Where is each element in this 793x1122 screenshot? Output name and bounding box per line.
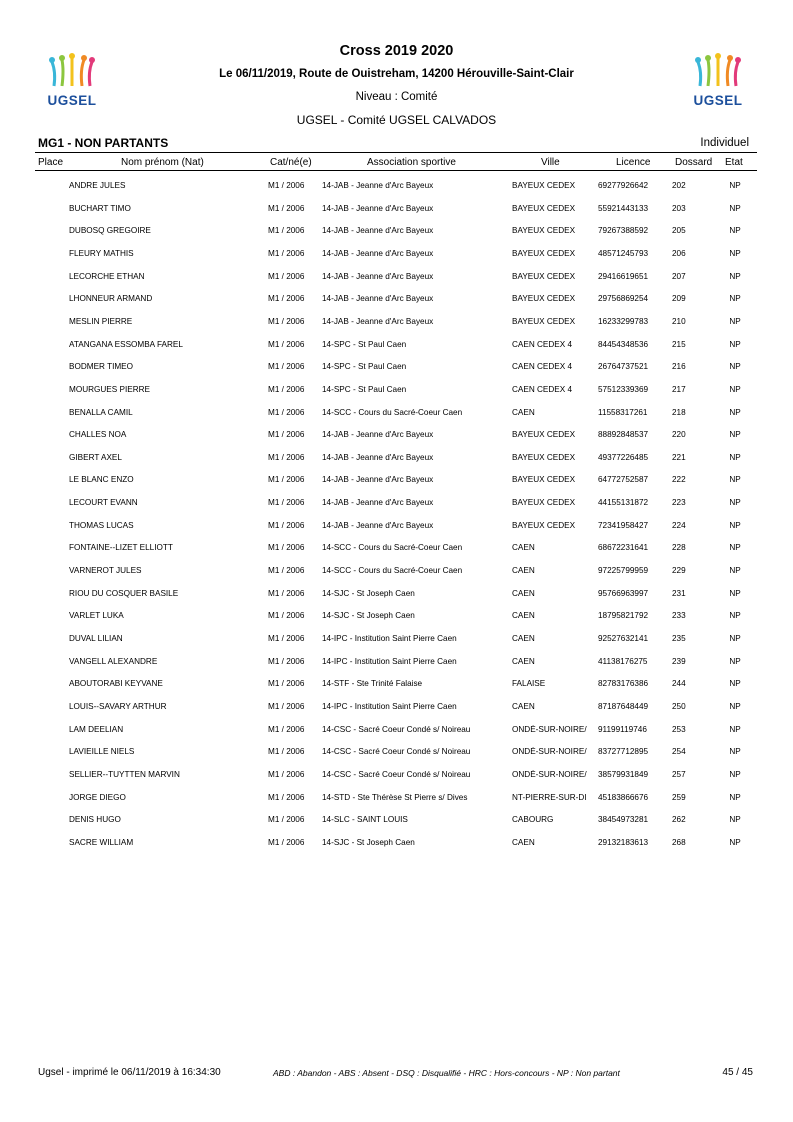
cell-player-name: LECOURT EVANN (69, 498, 138, 508)
table-row (0, 679, 793, 693)
column-header-association: Association sportive (367, 157, 456, 168)
cell-licence: 68672231641 (598, 543, 649, 553)
cell-bib-number: 217 (672, 384, 686, 394)
cell-city: BAYEUX CEDEX (512, 452, 576, 462)
cell-licence: 84454348536 (598, 339, 649, 349)
table-row (0, 181, 793, 195)
cell-city: ONDÉ-SUR-NOIRE/ (512, 724, 587, 734)
table-row (0, 702, 793, 716)
cell-licence: 91199119746 (598, 724, 647, 734)
cell-association: 14-STF - Ste Trinité Falaise (322, 679, 423, 689)
cell-status: NP (729, 362, 741, 372)
cell-status: NP (729, 384, 741, 394)
cell-player-name: DUBOSQ GREGOIRE (69, 226, 151, 236)
cell-player-name: ATANGANA ESSOMBA FAREL (69, 339, 183, 349)
cell-association: 14-IPC - Institution Saint Pierre Caen (322, 634, 457, 643)
cell-player-name: DENIS HUGO (69, 815, 121, 825)
cell-city: CAEN (512, 837, 535, 847)
cell-player-name: VANGELL ALEXANDRE (69, 656, 158, 666)
cell-city: CAEN (512, 543, 535, 553)
cell-category: M1 / 2006 (268, 747, 305, 757)
column-header-dossard: Dossard (675, 157, 713, 168)
cell-status: NP (729, 226, 741, 236)
table-row (0, 725, 793, 739)
table-row (0, 498, 793, 512)
cell-city: BAYEUX CEDEX (512, 181, 576, 190)
cell-association: 14-JAB - Jeanne d'Arc Bayeux (322, 520, 434, 530)
cell-bib-number: 250 (672, 701, 686, 711)
cell-category: M1 / 2006 (268, 566, 305, 575)
cell-licence: 16233299783 (598, 316, 649, 326)
cell-category: M1 / 2006 (268, 498, 305, 508)
cell-category: M1 / 2006 (268, 475, 305, 485)
column-header-name: Nom prénom (Nat) (121, 157, 204, 168)
cell-player-name: LHONNEUR ARMAND (69, 294, 153, 304)
cell-licence: 57512339369 (598, 384, 649, 394)
cell-status: NP (729, 588, 741, 598)
cell-status: NP (729, 498, 741, 508)
cell-category: M1 / 2006 (268, 792, 305, 802)
cell-bib-number: 229 (672, 566, 686, 575)
cell-player-name: FLEURY MATHIS (69, 248, 134, 258)
cell-bib-number: 233 (672, 611, 686, 621)
cell-player-name: FONTAINE--LIZET ELLIOTT (69, 543, 173, 553)
cell-bib-number: 259 (672, 792, 686, 802)
cell-city: ONDÉ-SUR-NOIRE/ (512, 769, 587, 779)
cell-bib-number: 205 (672, 226, 686, 236)
table-row (0, 408, 793, 422)
cell-bib-number: 220 (672, 430, 686, 440)
cell-association: 14-JAB - Jeanne d'Arc Bayeux (322, 430, 434, 440)
cell-association: 14-SCC - Cours du Sacré-Coeur Caen (322, 407, 463, 417)
cell-city: CAEN (512, 588, 535, 598)
cell-player-name: LOUIS--SAVARY ARTHUR (69, 701, 167, 711)
column-header-place: Place (38, 157, 64, 168)
cell-status: NP (729, 611, 741, 621)
cell-category: M1 / 2006 (268, 837, 305, 847)
table-row (0, 294, 793, 308)
cell-player-name: BODMER TIMEO (69, 362, 133, 372)
cell-bib-number: 224 (672, 520, 686, 530)
cell-bib-number: 228 (672, 543, 686, 553)
cell-association: 14-SCC - Cours du Sacré-Coeur Caen (322, 566, 463, 575)
cell-bib-number: 223 (672, 498, 686, 508)
cell-status: NP (729, 248, 741, 258)
cell-bib-number: 231 (672, 588, 686, 598)
cell-licence: 48571245793 (598, 248, 649, 258)
cell-city: CABOURG (512, 815, 554, 825)
cell-association: 14-SJC - St Joseph Caen (322, 588, 415, 598)
cell-city: BAYEUX CEDEX (512, 520, 576, 530)
cell-city: CAEN CEDEX 4 (512, 384, 573, 394)
cell-association: 14-JAB - Jeanne d'Arc Bayeux (322, 294, 434, 304)
table-row (0, 340, 793, 354)
cell-licence: 69277926642 (598, 181, 649, 190)
cell-city: BAYEUX CEDEX (512, 271, 576, 281)
cell-association: 14-CSC - Sacré Coeur Condé s/ Noireau (322, 769, 471, 779)
cell-licence: 97225799959 (598, 566, 649, 575)
cell-city: BAYEUX CEDEX (512, 430, 576, 440)
cell-city: BAYEUX CEDEX (512, 475, 576, 485)
cell-status: NP (729, 339, 741, 349)
cell-city: CAEN CEDEX 4 (512, 339, 573, 349)
cell-city: BAYEUX CEDEX (512, 294, 576, 304)
cell-category: M1 / 2006 (268, 679, 305, 689)
table-row (0, 634, 793, 648)
cell-category: M1 / 2006 (268, 271, 305, 281)
cell-city: BAYEUX CEDEX (512, 203, 576, 213)
cell-status: NP (729, 407, 741, 417)
page-title: Cross 2019 2020 (339, 43, 454, 59)
cell-association: 14-JAB - Jeanne d'Arc Bayeux (322, 316, 434, 326)
cell-association: 14-SJC - St Joseph Caen (322, 837, 415, 847)
cell-status: NP (729, 747, 741, 757)
cell-bib-number: 207 (672, 271, 686, 281)
cell-category: M1 / 2006 (268, 724, 305, 734)
cell-association: 14-SPC - St Paul Caen (322, 339, 407, 349)
table-row (0, 204, 793, 218)
cell-player-name: BUCHART TIMO (69, 203, 131, 213)
cell-city: CAEN (512, 634, 535, 643)
column-header-divider (35, 170, 757, 171)
cell-bib-number: 221 (672, 452, 686, 462)
cell-bib-number: 262 (672, 815, 686, 825)
cell-bib-number: 222 (672, 475, 686, 485)
cell-association: 14-CSC - Sacré Coeur Condé s/ Noireau (322, 747, 471, 757)
table-row (0, 249, 793, 263)
cell-licence: 18795821792 (598, 611, 649, 621)
cell-category: M1 / 2006 (268, 543, 305, 553)
table-row (0, 815, 793, 829)
cell-status: NP (729, 769, 741, 779)
cell-player-name: MOURGUES PIERRE (69, 384, 150, 394)
cell-status: NP (729, 566, 741, 575)
cell-licence: 82783176386 (598, 679, 649, 689)
cell-licence: 49377226485 (598, 452, 649, 462)
cell-bib-number: 203 (672, 203, 686, 213)
table-row (0, 226, 793, 240)
section-title: MG1 - NON PARTANTS (38, 136, 169, 150)
cell-player-name: VARNEROT JULES (69, 566, 142, 575)
logo-text: UGSEL (47, 93, 97, 108)
cell-association: 14-SJC - St Joseph Caen (322, 611, 415, 621)
cell-city: BAYEUX CEDEX (512, 248, 576, 258)
cell-city: FALAISE (512, 679, 546, 689)
cell-association: 14-JAB - Jeanne d'Arc Bayeux (322, 226, 434, 236)
cell-status: NP (729, 837, 741, 847)
cell-status: NP (729, 271, 741, 281)
cell-association: 14-STD - Ste Thérèse St Pierre s/ Dives (322, 792, 468, 802)
cell-bib-number: 239 (672, 656, 686, 666)
cell-bib-number: 216 (672, 362, 686, 372)
cell-bib-number: 268 (672, 837, 686, 847)
cell-association: 14-SLC - SAINT LOUIS (322, 815, 408, 825)
table-row (0, 453, 793, 467)
cell-association: 14-JAB - Jeanne d'Arc Bayeux (322, 271, 434, 281)
cell-status: NP (729, 520, 741, 530)
cell-licence: 29756869254 (598, 294, 649, 304)
cell-status: NP (729, 475, 741, 485)
cell-player-name: GIBERT AXEL (69, 452, 122, 462)
cell-association: 14-JAB - Jeanne d'Arc Bayeux (322, 248, 434, 258)
cell-status: NP (729, 543, 741, 553)
cell-category: M1 / 2006 (268, 520, 305, 530)
table-row (0, 838, 793, 852)
cell-bib-number: 253 (672, 724, 686, 734)
table-row (0, 770, 793, 784)
cell-category: M1 / 2006 (268, 701, 305, 711)
cell-licence: 95766963997 (598, 588, 649, 598)
table-row (0, 521, 793, 535)
cell-category: M1 / 2006 (268, 362, 305, 372)
print-date: Ugsel - imprimé le 06/11/2019 à 16:34:30 (38, 1067, 221, 1078)
table-row (0, 475, 793, 489)
cell-status: NP (729, 634, 741, 643)
cell-city: BAYEUX CEDEX (512, 316, 576, 326)
cell-player-name: RIOU DU COSQUER BASILE (69, 588, 179, 598)
cell-bib-number: 244 (672, 679, 686, 689)
cell-licence: 29132183613 (598, 837, 649, 847)
cell-bib-number: 209 (672, 294, 686, 304)
cell-bib-number: 206 (672, 248, 686, 258)
cell-status: NP (729, 792, 741, 802)
cell-player-name: THOMAS LUCAS (69, 520, 134, 530)
cell-category: M1 / 2006 (268, 634, 305, 643)
cell-city: BAYEUX CEDEX (512, 226, 576, 236)
cell-licence: 88892848537 (598, 430, 649, 440)
cell-association: 14-JAB - Jeanne d'Arc Bayeux (322, 181, 434, 190)
cell-player-name: LAVIEILLE NIELS (69, 747, 135, 757)
cell-status: NP (729, 452, 741, 462)
cell-status: NP (729, 656, 741, 666)
cell-association: 14-JAB - Jeanne d'Arc Bayeux (322, 498, 434, 508)
cell-association: 14-SPC - St Paul Caen (322, 384, 407, 394)
table-row (0, 430, 793, 444)
cell-bib-number: 254 (672, 747, 686, 757)
cell-bib-number: 215 (672, 339, 686, 349)
cell-licence: 26764737521 (598, 362, 649, 372)
cell-city: BAYEUX CEDEX (512, 498, 576, 508)
cell-category: M1 / 2006 (268, 181, 305, 190)
cell-category: M1 / 2006 (268, 611, 305, 621)
cell-association: 14-JAB - Jeanne d'Arc Bayeux (322, 203, 434, 213)
header-divider (35, 152, 757, 153)
table-row (0, 272, 793, 286)
cell-category: M1 / 2006 (268, 339, 305, 349)
cell-association: 14-IPC - Institution Saint Pierre Caen (322, 701, 457, 711)
cell-category: M1 / 2006 (268, 384, 305, 394)
cell-category: M1 / 2006 (268, 407, 305, 417)
cell-category: M1 / 2006 (268, 226, 305, 236)
cell-bib-number: 202 (672, 181, 686, 190)
cell-category: M1 / 2006 (268, 294, 305, 304)
cell-bib-number: 235 (672, 634, 686, 643)
cell-licence: 55921443133 (598, 203, 649, 213)
cell-player-name: SACRE WILLIAM (69, 837, 134, 847)
column-header-cat: Cat/né(e) (270, 157, 312, 168)
cell-status: NP (729, 203, 741, 213)
cell-city: NT-PIERRE-SUR-DI (512, 792, 587, 802)
table-row (0, 543, 793, 557)
cell-category: M1 / 2006 (268, 452, 305, 462)
cell-city: CAEN (512, 656, 535, 666)
cell-licence: 38579931849 (598, 769, 649, 779)
table-row (0, 589, 793, 603)
cell-player-name: ABOUTORABI KEYVANE (69, 679, 163, 689)
cell-status: NP (729, 679, 741, 689)
cell-city: CAEN (512, 407, 535, 417)
cell-association: 14-IPC - Institution Saint Pierre Caen (322, 656, 457, 666)
cell-licence: 45183866676 (598, 792, 649, 802)
cell-status: NP (729, 724, 741, 734)
column-header-licence: Licence (616, 157, 651, 168)
table-row (0, 362, 793, 376)
cell-category: M1 / 2006 (268, 656, 305, 666)
cell-status: NP (729, 815, 741, 825)
cell-licence: 87187648449 (598, 701, 649, 711)
cell-player-name: LE BLANC ENZO (69, 475, 134, 485)
cell-licence: 92527632141 (598, 634, 649, 643)
cell-association: 14-SCC - Cours du Sacré-Coeur Caen (322, 543, 463, 553)
table-row (0, 657, 793, 671)
cell-player-name: ANDRE JULES (69, 181, 126, 190)
cell-player-name: DUVAL LILIAN (69, 634, 123, 643)
cell-player-name: MESLIN PIERRE (69, 316, 133, 326)
cell-licence: 11558317261 (598, 407, 648, 417)
cell-city: CAEN (512, 566, 535, 575)
cell-licence: 44155131872 (598, 498, 649, 508)
comite-label: UGSEL - Comité UGSEL CALVADOS (296, 113, 497, 127)
cell-association: 14-CSC - Sacré Coeur Condé s/ Noireau (322, 724, 471, 734)
page-number: 45 / 45 (722, 1067, 753, 1078)
cell-player-name: VARLET LUKA (69, 611, 124, 621)
cell-player-name: SELLIER--TUYTTEN MARVIN (69, 769, 180, 779)
cell-player-name: LAM DEELIAN (69, 724, 124, 734)
cell-status: NP (729, 181, 741, 190)
table-row (0, 793, 793, 807)
cell-category: M1 / 2006 (268, 815, 305, 825)
cell-licence: 83727712895 (598, 747, 649, 757)
section-mode: Individuel (700, 137, 749, 149)
cell-player-name: JORGE DIEGO (69, 792, 126, 802)
cell-category: M1 / 2006 (268, 203, 305, 213)
cell-association: 14-SPC - St Paul Caen (322, 362, 407, 372)
cell-association: 14-JAB - Jeanne d'Arc Bayeux (322, 475, 434, 485)
cell-city: CAEN (512, 611, 535, 621)
cell-licence: 38454973281 (598, 815, 649, 825)
cell-status: NP (729, 294, 741, 304)
cell-licence: 41138176275 (598, 656, 648, 666)
cell-city: ONDÉ-SUR-NOIRE/ (512, 747, 587, 757)
cell-category: M1 / 2006 (268, 316, 305, 326)
status-legend: ABD : Abandon - ABS : Absent - DSQ : Disqualifié - HRC : Hors-concours - NP : Non partant (273, 1068, 620, 1078)
cell-bib-number: 210 (672, 316, 686, 326)
logo-text: UGSEL (693, 93, 743, 108)
cell-city: CAEN CEDEX 4 (512, 362, 573, 372)
cell-licence: 79267388592 (598, 226, 649, 236)
cell-licence: 64772752587 (598, 475, 649, 485)
column-header-ville: Ville (541, 157, 560, 168)
cell-category: M1 / 2006 (268, 769, 305, 779)
cell-status: NP (729, 430, 741, 440)
cell-licence: 29416619651 (598, 271, 649, 281)
cell-status: NP (729, 701, 741, 711)
event-subtitle: Le 06/11/2019, Route de Ouistreham, 14200 Hérouville-Saint-Clair (219, 68, 574, 80)
cell-city: CAEN (512, 701, 535, 711)
cell-player-name: LECORCHE ETHAN (69, 271, 145, 281)
niveau-label: Niveau : Comité (355, 91, 438, 103)
column-header-etat: Etat (725, 157, 743, 168)
table-row (0, 317, 793, 331)
table-row (0, 747, 793, 761)
cell-player-name: BENALLA CAMIL (69, 407, 133, 417)
cell-category: M1 / 2006 (268, 430, 305, 440)
cell-player-name: CHALLES NOA (69, 430, 127, 440)
cell-bib-number: 257 (672, 769, 686, 779)
table-row (0, 611, 793, 625)
cell-status: NP (729, 316, 741, 326)
cell-licence: 72341958427 (598, 520, 649, 530)
table-row (0, 385, 793, 399)
cell-category: M1 / 2006 (268, 248, 305, 258)
table-row (0, 566, 793, 580)
cell-association: 14-JAB - Jeanne d'Arc Bayeux (322, 452, 434, 462)
cell-category: M1 / 2006 (268, 588, 305, 598)
cell-bib-number: 218 (672, 407, 686, 417)
